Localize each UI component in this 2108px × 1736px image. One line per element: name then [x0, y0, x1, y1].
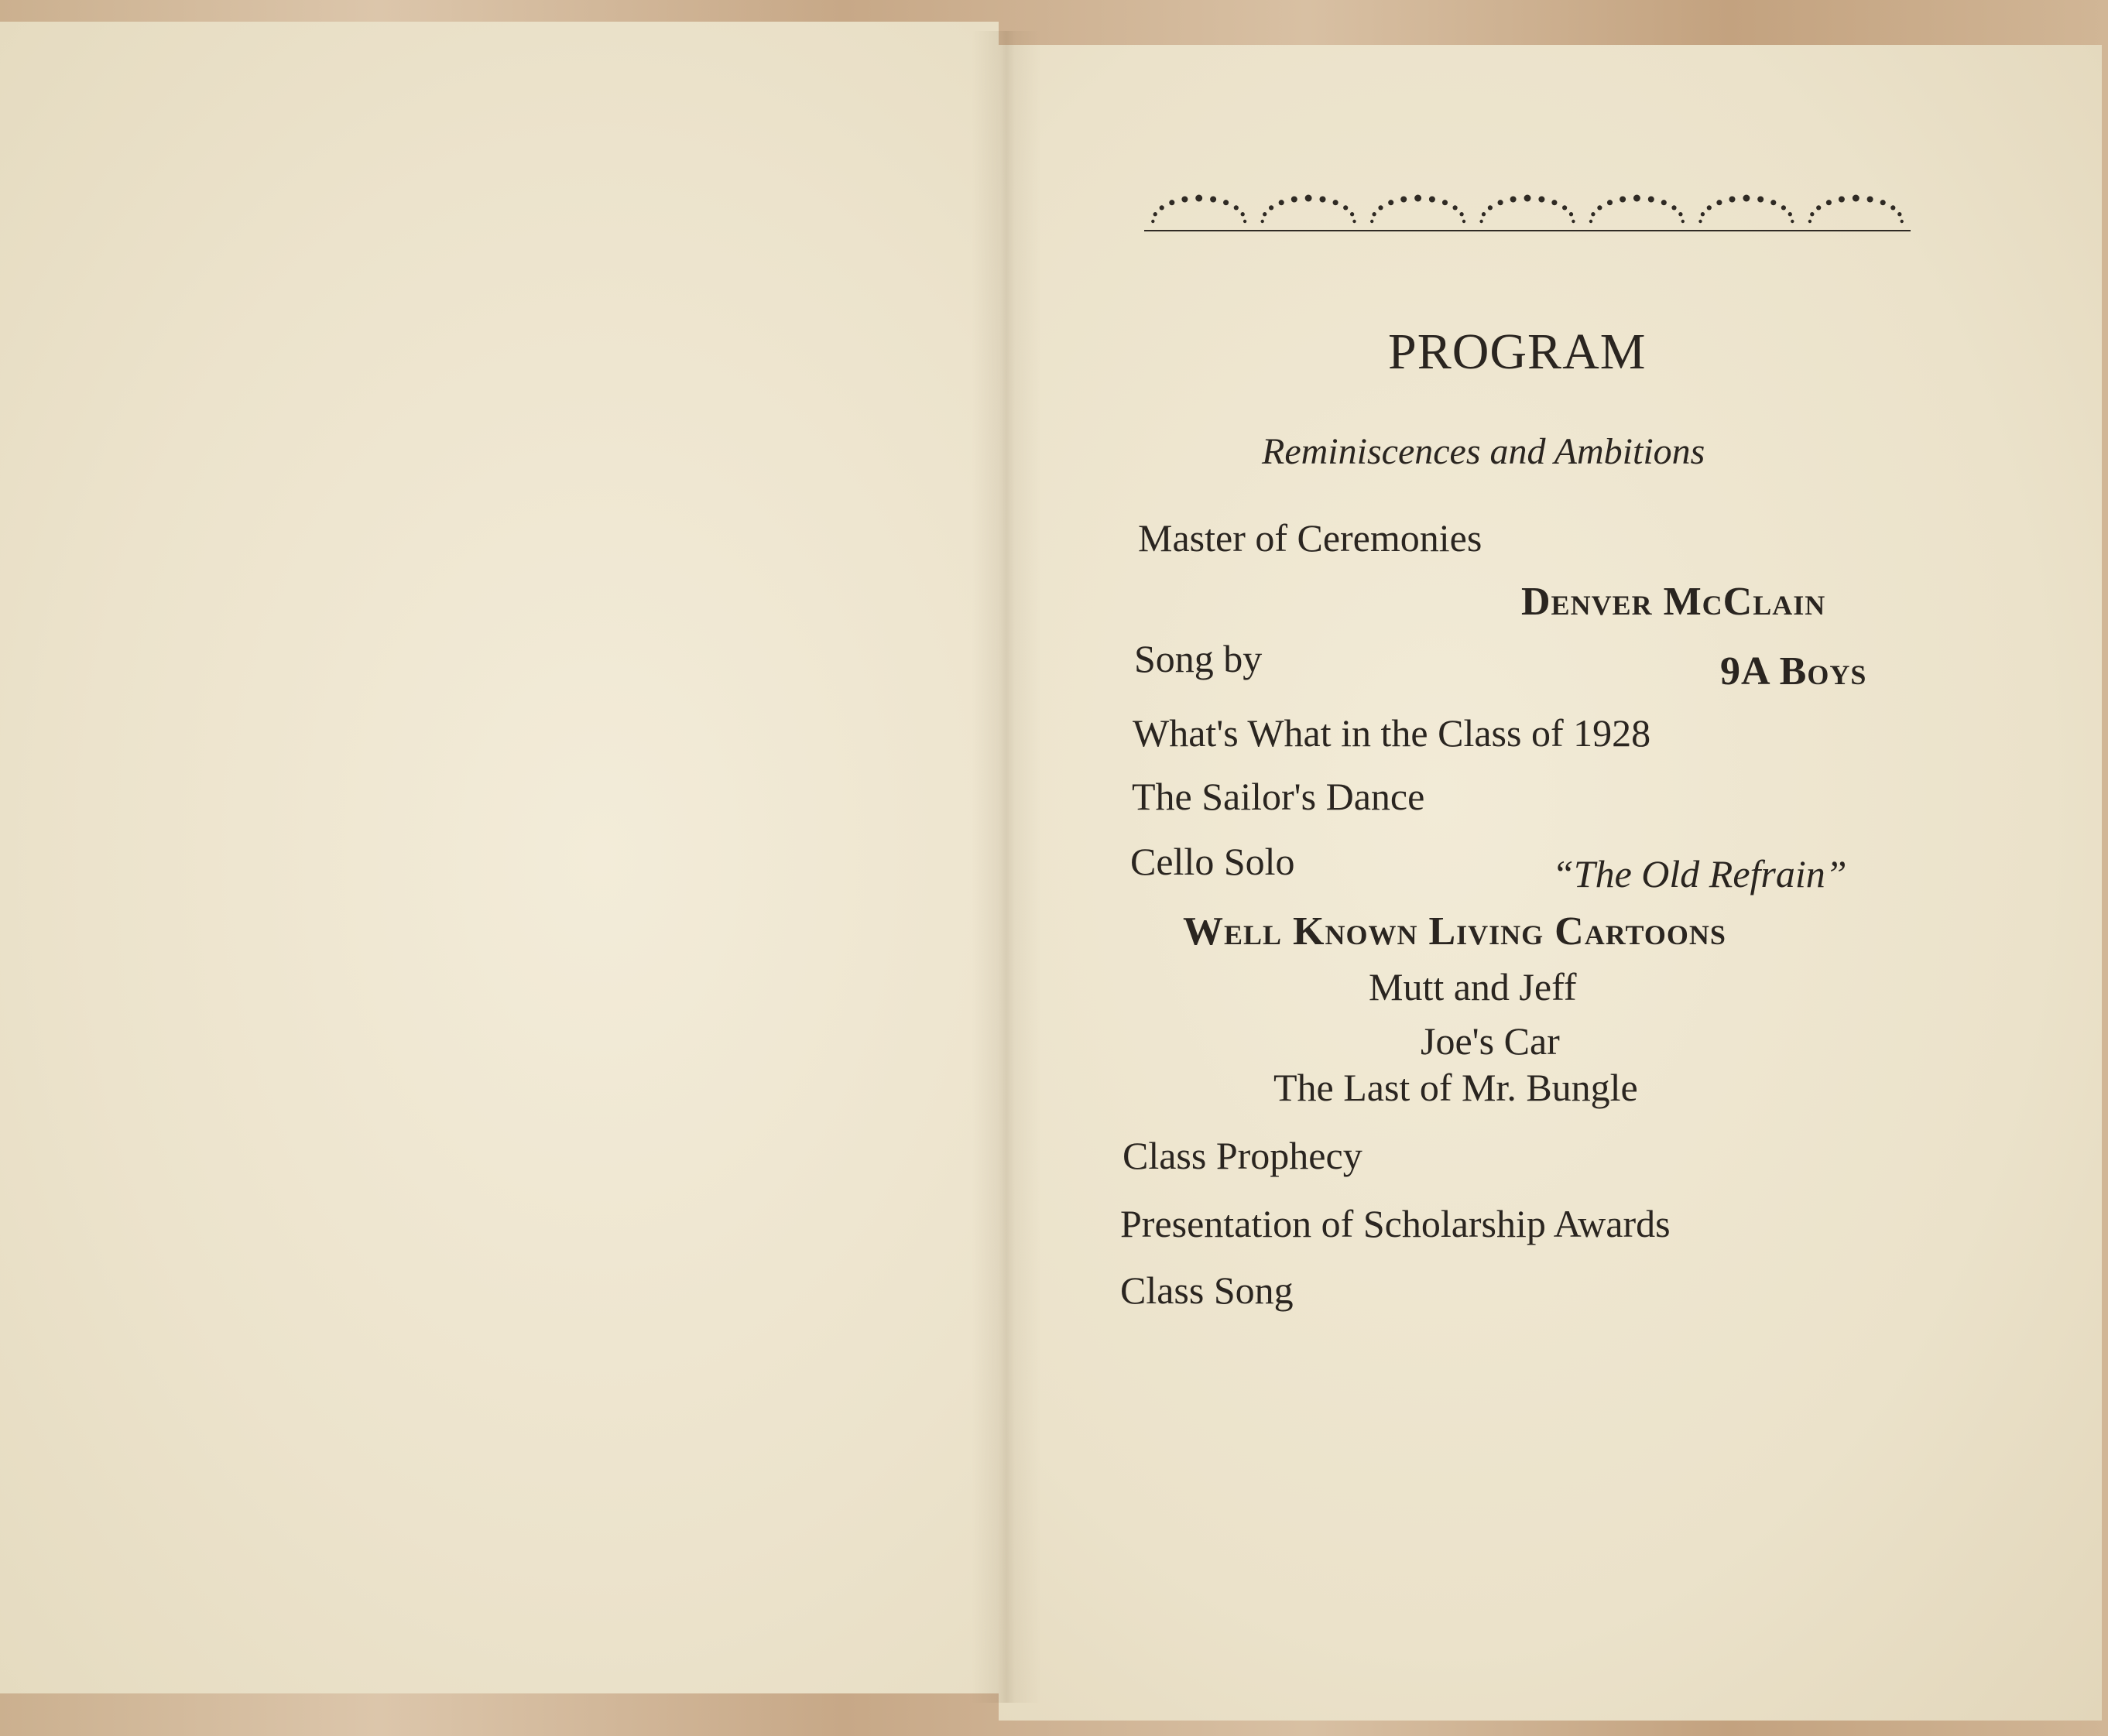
- ornament-dot: [1698, 220, 1702, 223]
- ornament-dot: [1633, 195, 1640, 202]
- ornament-dot: [1729, 197, 1736, 203]
- song-by-label: Song by: [1134, 637, 1263, 680]
- class-song-item: Class Song: [1120, 1269, 1294, 1312]
- ornament-dot: [1320, 197, 1326, 203]
- class-prophecy-item: Class Prophecy: [1123, 1134, 1362, 1177]
- ornament-dot: [1372, 212, 1376, 216]
- ornament-dot: [1195, 195, 1202, 202]
- ornament-dot: [1671, 205, 1676, 210]
- ornament-dot: [1524, 195, 1531, 202]
- ornament-dot: [1597, 205, 1602, 210]
- ornament-dot: [1591, 212, 1595, 216]
- ornament-dot: [1681, 220, 1685, 223]
- ornament-dot: [1510, 197, 1517, 203]
- ornament-dot: [1459, 212, 1463, 216]
- whats-what-item: What's What in the Class of 1928: [1133, 711, 1651, 755]
- ornament-dot: [1678, 212, 1682, 216]
- ornament-dot: [1462, 220, 1465, 223]
- ornament-dot: [1707, 205, 1712, 210]
- page-fold: [972, 31, 1041, 1703]
- ornament-dot: [1269, 205, 1273, 210]
- ornament-dot: [1210, 197, 1216, 203]
- ornament-dot: [1620, 197, 1626, 203]
- ornament-dot: [1388, 200, 1393, 205]
- ornament-dot: [1867, 197, 1873, 203]
- ornament-dot: [1816, 205, 1821, 210]
- ornament-dot: [1853, 195, 1859, 202]
- song-by-performer: 9A Boys: [1720, 649, 1867, 693]
- ornament-dot: [1743, 195, 1750, 202]
- ornament-dot: [1826, 200, 1832, 205]
- ornament-dot: [1243, 220, 1246, 223]
- ornament-dot: [1160, 205, 1164, 210]
- ornament-dot: [1757, 197, 1764, 203]
- ornament-dot: [1291, 197, 1297, 203]
- ornament-dot: [1839, 197, 1845, 203]
- scalloped-ornament: [1144, 176, 1911, 238]
- ornament-dot: [1788, 212, 1792, 216]
- ornament-dot: [1808, 220, 1812, 223]
- ornament-dot: [1880, 200, 1886, 205]
- ornament-dot: [1169, 200, 1174, 205]
- ornament-dot: [1488, 205, 1493, 210]
- ornament-dot: [1241, 212, 1245, 216]
- ornament-dot: [1701, 212, 1705, 216]
- cartoon-item: The Last of Mr. Bungle: [1273, 1066, 1638, 1109]
- cello-solo-label: Cello Solo: [1130, 840, 1295, 883]
- ornament-dot: [1661, 200, 1667, 205]
- ornament-dot: [1370, 220, 1373, 223]
- left-page-blank: [0, 22, 999, 1693]
- ornament-dot: [1716, 200, 1722, 205]
- ornament-dot: [1261, 220, 1264, 223]
- ornament-dot: [1482, 212, 1486, 216]
- program-subtitle: Reminiscences and Ambitions: [1262, 431, 1705, 472]
- master-of-ceremonies-label: Master of Ceremonies: [1138, 516, 1482, 560]
- ornament-dot: [1181, 197, 1188, 203]
- sailors-dance-item: The Sailor's Dance: [1132, 775, 1425, 818]
- ornament-dot: [1234, 205, 1239, 210]
- ornament-dot: [1305, 195, 1312, 202]
- ornament-dot: [1648, 197, 1654, 203]
- program-title: PROGRAM: [1388, 324, 1647, 380]
- ornament-dot: [1279, 200, 1284, 205]
- cartoons-heading: Well Known Living Cartoons: [1183, 909, 1726, 954]
- ornament-dot: [1350, 212, 1354, 216]
- master-of-ceremonies-name: Denver McClain: [1521, 580, 1826, 624]
- cartoon-item: Joe's Car: [1421, 1019, 1560, 1063]
- ornament-dot: [1781, 205, 1786, 210]
- cartoon-item: Mutt and Jeff: [1369, 965, 1577, 1008]
- ornament-dot: [1429, 197, 1435, 203]
- ornament-dot: [1897, 212, 1901, 216]
- ornament-dot: [1414, 195, 1421, 202]
- ornament-dot: [1589, 220, 1592, 223]
- ornament-dot: [1453, 205, 1458, 210]
- ornament-dot: [1498, 200, 1503, 205]
- ornament-dot: [1791, 220, 1794, 223]
- scholarship-awards-item: Presentation of Scholarship Awards: [1120, 1202, 1671, 1245]
- ornament-dot: [1901, 220, 1904, 223]
- cello-solo-title: “The Old Refrain”: [1552, 852, 1847, 895]
- ornament-dot: [1378, 205, 1383, 210]
- ornament-dot: [1151, 220, 1154, 223]
- ornament-dot: [1333, 200, 1338, 205]
- ornament-dot: [1569, 212, 1573, 216]
- ornament-dot: [1562, 205, 1567, 210]
- ornament-dot: [1890, 205, 1895, 210]
- ornament-dot: [1153, 212, 1157, 216]
- ornament-dot: [1551, 200, 1557, 205]
- ornament-dot: [1223, 200, 1229, 205]
- ornament-dot: [1538, 197, 1544, 203]
- ornament-dot: [1810, 212, 1814, 216]
- ornament-dot: [1479, 220, 1482, 223]
- ornament-dot: [1263, 212, 1267, 216]
- ornament-dot: [1770, 200, 1776, 205]
- ornament-dot: [1343, 205, 1348, 210]
- ornament-dot: [1607, 200, 1613, 205]
- ornament-dot: [1572, 220, 1575, 223]
- ornament-dot: [1400, 197, 1407, 203]
- ornament-dot: [1442, 200, 1448, 205]
- ornament-dot: [1352, 220, 1356, 223]
